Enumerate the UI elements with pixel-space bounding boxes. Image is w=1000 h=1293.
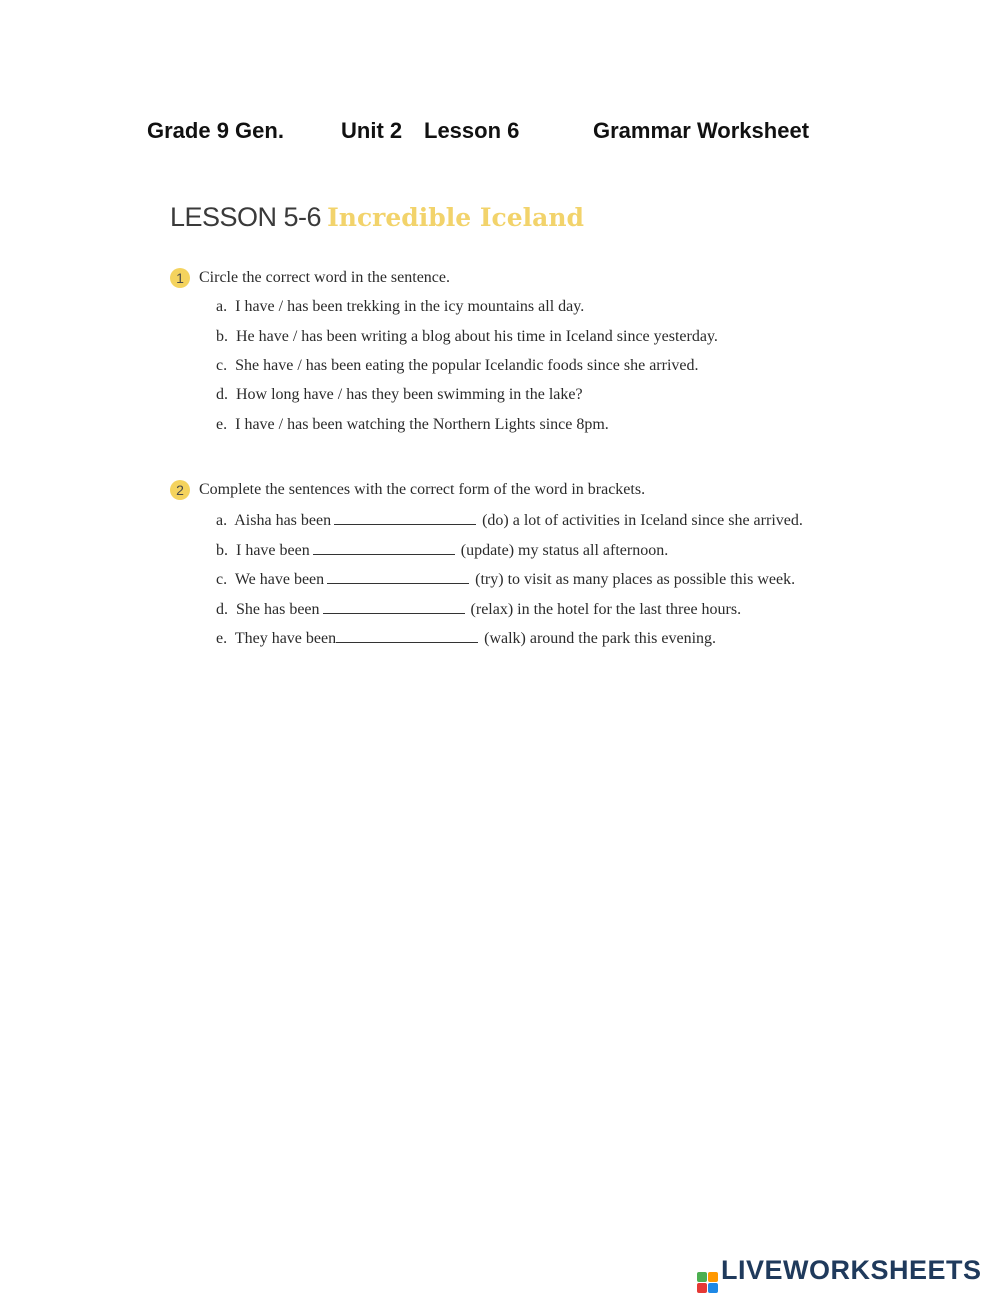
item-sentence[interactable]: I have / has been trekking in the icy mountains all day. <box>235 298 585 315</box>
exercise-2-item <box>216 569 795 589</box>
logo-text: LIVEWORKSHEETS <box>721 1255 982 1285</box>
header-grade: Grade 9 Gen. <box>147 118 284 143</box>
exercise-1-item <box>216 416 609 434</box>
item-text-before: We have been <box>234 571 325 588</box>
item-letter: a. <box>216 512 228 529</box>
lesson-name: Incredible Iceland <box>327 203 584 232</box>
item-letter: d. <box>216 601 228 618</box>
exercise-1-item <box>216 328 718 346</box>
logo-mark-icon <box>697 1272 718 1293</box>
item-text-before: She has been <box>236 601 320 618</box>
liveworksheets-logo <box>697 1255 982 1293</box>
item-letter: e. <box>216 416 228 433</box>
item-text-after: (walk) around the park this evening. <box>484 630 717 647</box>
answer-blank[interactable] <box>313 540 455 555</box>
header-worksheet-type: Grammar Worksheet <box>593 118 810 143</box>
item-text-before: They have been <box>234 630 337 647</box>
item-text-before: Aisha has been <box>234 512 332 529</box>
exercise-1-item <box>216 298 584 316</box>
item-letter: a. <box>216 298 228 315</box>
exercise-1-instruction: Circle the correct word in the sentence. <box>199 269 450 286</box>
logo-square-1 <box>697 1272 707 1282</box>
exercise-2-number-badge: 2 <box>170 480 190 500</box>
exercise-2-item <box>216 599 741 619</box>
worksheet-header <box>0 118 1000 150</box>
exercise-1-item <box>216 386 583 404</box>
item-text-after: (update) my status all afternoon. <box>460 542 669 559</box>
logo-square-2 <box>708 1272 718 1282</box>
item-letter: c. <box>216 571 228 588</box>
item-letter: d. <box>216 386 228 403</box>
exercise-1-number-badge: 1 <box>170 268 190 288</box>
item-text-after: (relax) in the hotel for the last three hours. <box>470 601 742 618</box>
header-lesson: Lesson 6 <box>424 118 520 143</box>
exercise-2-item <box>216 510 803 530</box>
exercise-2-heading <box>170 480 645 500</box>
item-sentence[interactable]: She have / has been eating the popular Icelandic foods since she arrived. <box>235 357 699 374</box>
item-text-before: I have been <box>236 542 310 559</box>
item-letter: b. <box>216 328 228 345</box>
answer-blank[interactable] <box>323 599 465 614</box>
logo-square-4 <box>708 1283 718 1293</box>
item-letter: e. <box>216 630 228 647</box>
item-sentence[interactable]: He have / has been writing a blog about his time in Iceland since yesterday. <box>236 328 718 345</box>
logo-square-3 <box>697 1283 707 1293</box>
exercise-2-item <box>216 628 716 648</box>
header-unit: Unit 2 <box>341 118 403 143</box>
answer-blank[interactable] <box>327 569 469 584</box>
exercise-2-item <box>216 540 668 560</box>
exercise-1-item <box>216 357 699 375</box>
exercise-2-instruction: Complete the sentences with the correct form of the word in brackets. <box>199 481 646 498</box>
answer-blank[interactable] <box>336 628 478 643</box>
answer-blank[interactable] <box>334 510 476 525</box>
item-text-after: (do) a lot of activities in Iceland since she arrived. <box>482 512 803 529</box>
item-letter: c. <box>216 357 228 374</box>
item-text-after: (try) to visit as many places as possible this week. <box>475 571 796 588</box>
lesson-title <box>170 202 584 233</box>
item-letter: b. <box>216 542 228 559</box>
exercise-1-heading <box>170 268 450 288</box>
item-sentence[interactable]: How long have / has they been swimming in the lake? <box>236 386 583 403</box>
lesson-number: LESSON 5-6 <box>170 202 322 232</box>
item-sentence[interactable]: I have / has been watching the Northern Lights since 8pm. <box>235 416 609 433</box>
